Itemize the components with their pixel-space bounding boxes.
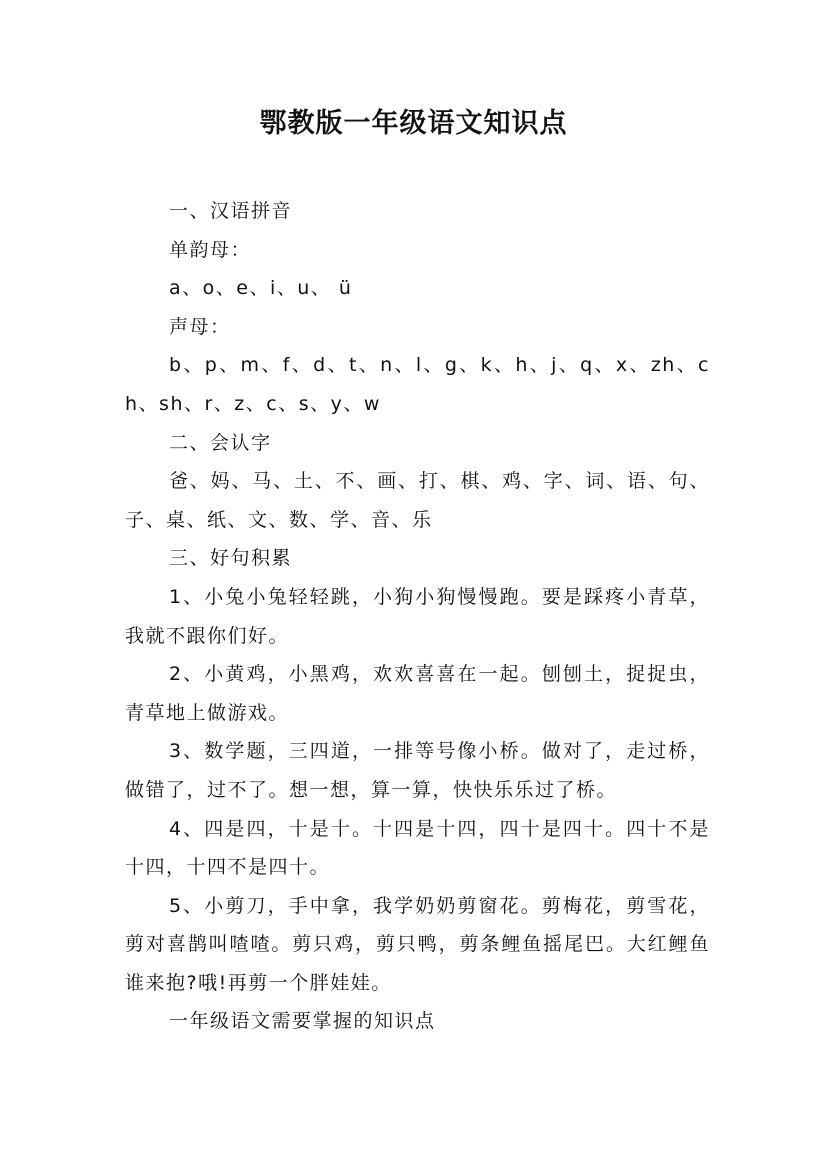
document-body xyxy=(125,192,710,1041)
characters-list: 爸、妈、马、土、不、画、打、棋、鸡、字、词、语、句、子、桌、纸、文、数、学、音、乐 xyxy=(125,470,710,531)
section-heading-knowledge: 一年级语文需要掌握的知识点 xyxy=(169,1010,436,1033)
sentence-item-5: 5、小剪刀，手中拿，我学奶奶剪窗花。剪梅花，剪雪花，剪对喜鹊叫喳喳。剪只鸡，剪只鸭，剪条鲤鱼摇尾巴。大红鲤鱼谁来抱?哦!再剪一个胖娃娃。 xyxy=(125,894,710,994)
sentence-item-2: 2、小黄鸡，小黑鸡，欢欢喜喜在一起。刨刨土，捉捉虫，青草地上做游戏。 xyxy=(125,663,710,724)
section-heading-characters: 二、会认字 xyxy=(169,431,272,454)
initials-list: b、p、m、f、d、t、n、l、g、k、h、j、q、x、zh、ch、sh、r、z、c、s、y、w xyxy=(125,354,710,415)
sentence-item-4: 4、四是四，十是十。十四是十四，四十是四十。四十不是十四，十四不是四十。 xyxy=(125,817,710,879)
sentence-item-3: 3、数学题，三四道，一排等号像小桥。做对了，走过桥，做错了，过不了。想一想，算一算，快快乐乐过了桥。 xyxy=(125,740,710,801)
document-title: 鄂教版一年级语文知识点 xyxy=(259,108,568,139)
sentence-item-1: 1、小兔小兔轻轻跳，小狗小狗慢慢跑。要是踩疼小青草，我就不跟你们好。 xyxy=(125,585,710,647)
section-heading-sentences: 三、好句积累 xyxy=(169,547,293,570)
subheading-single-finals: 单韵母： xyxy=(169,238,252,261)
single-finals-list: a、o、e、i、u、 ü xyxy=(169,277,353,300)
section-heading-pinyin: 一、汉语拼音 xyxy=(169,200,293,222)
subheading-initials: 声母： xyxy=(169,315,231,338)
